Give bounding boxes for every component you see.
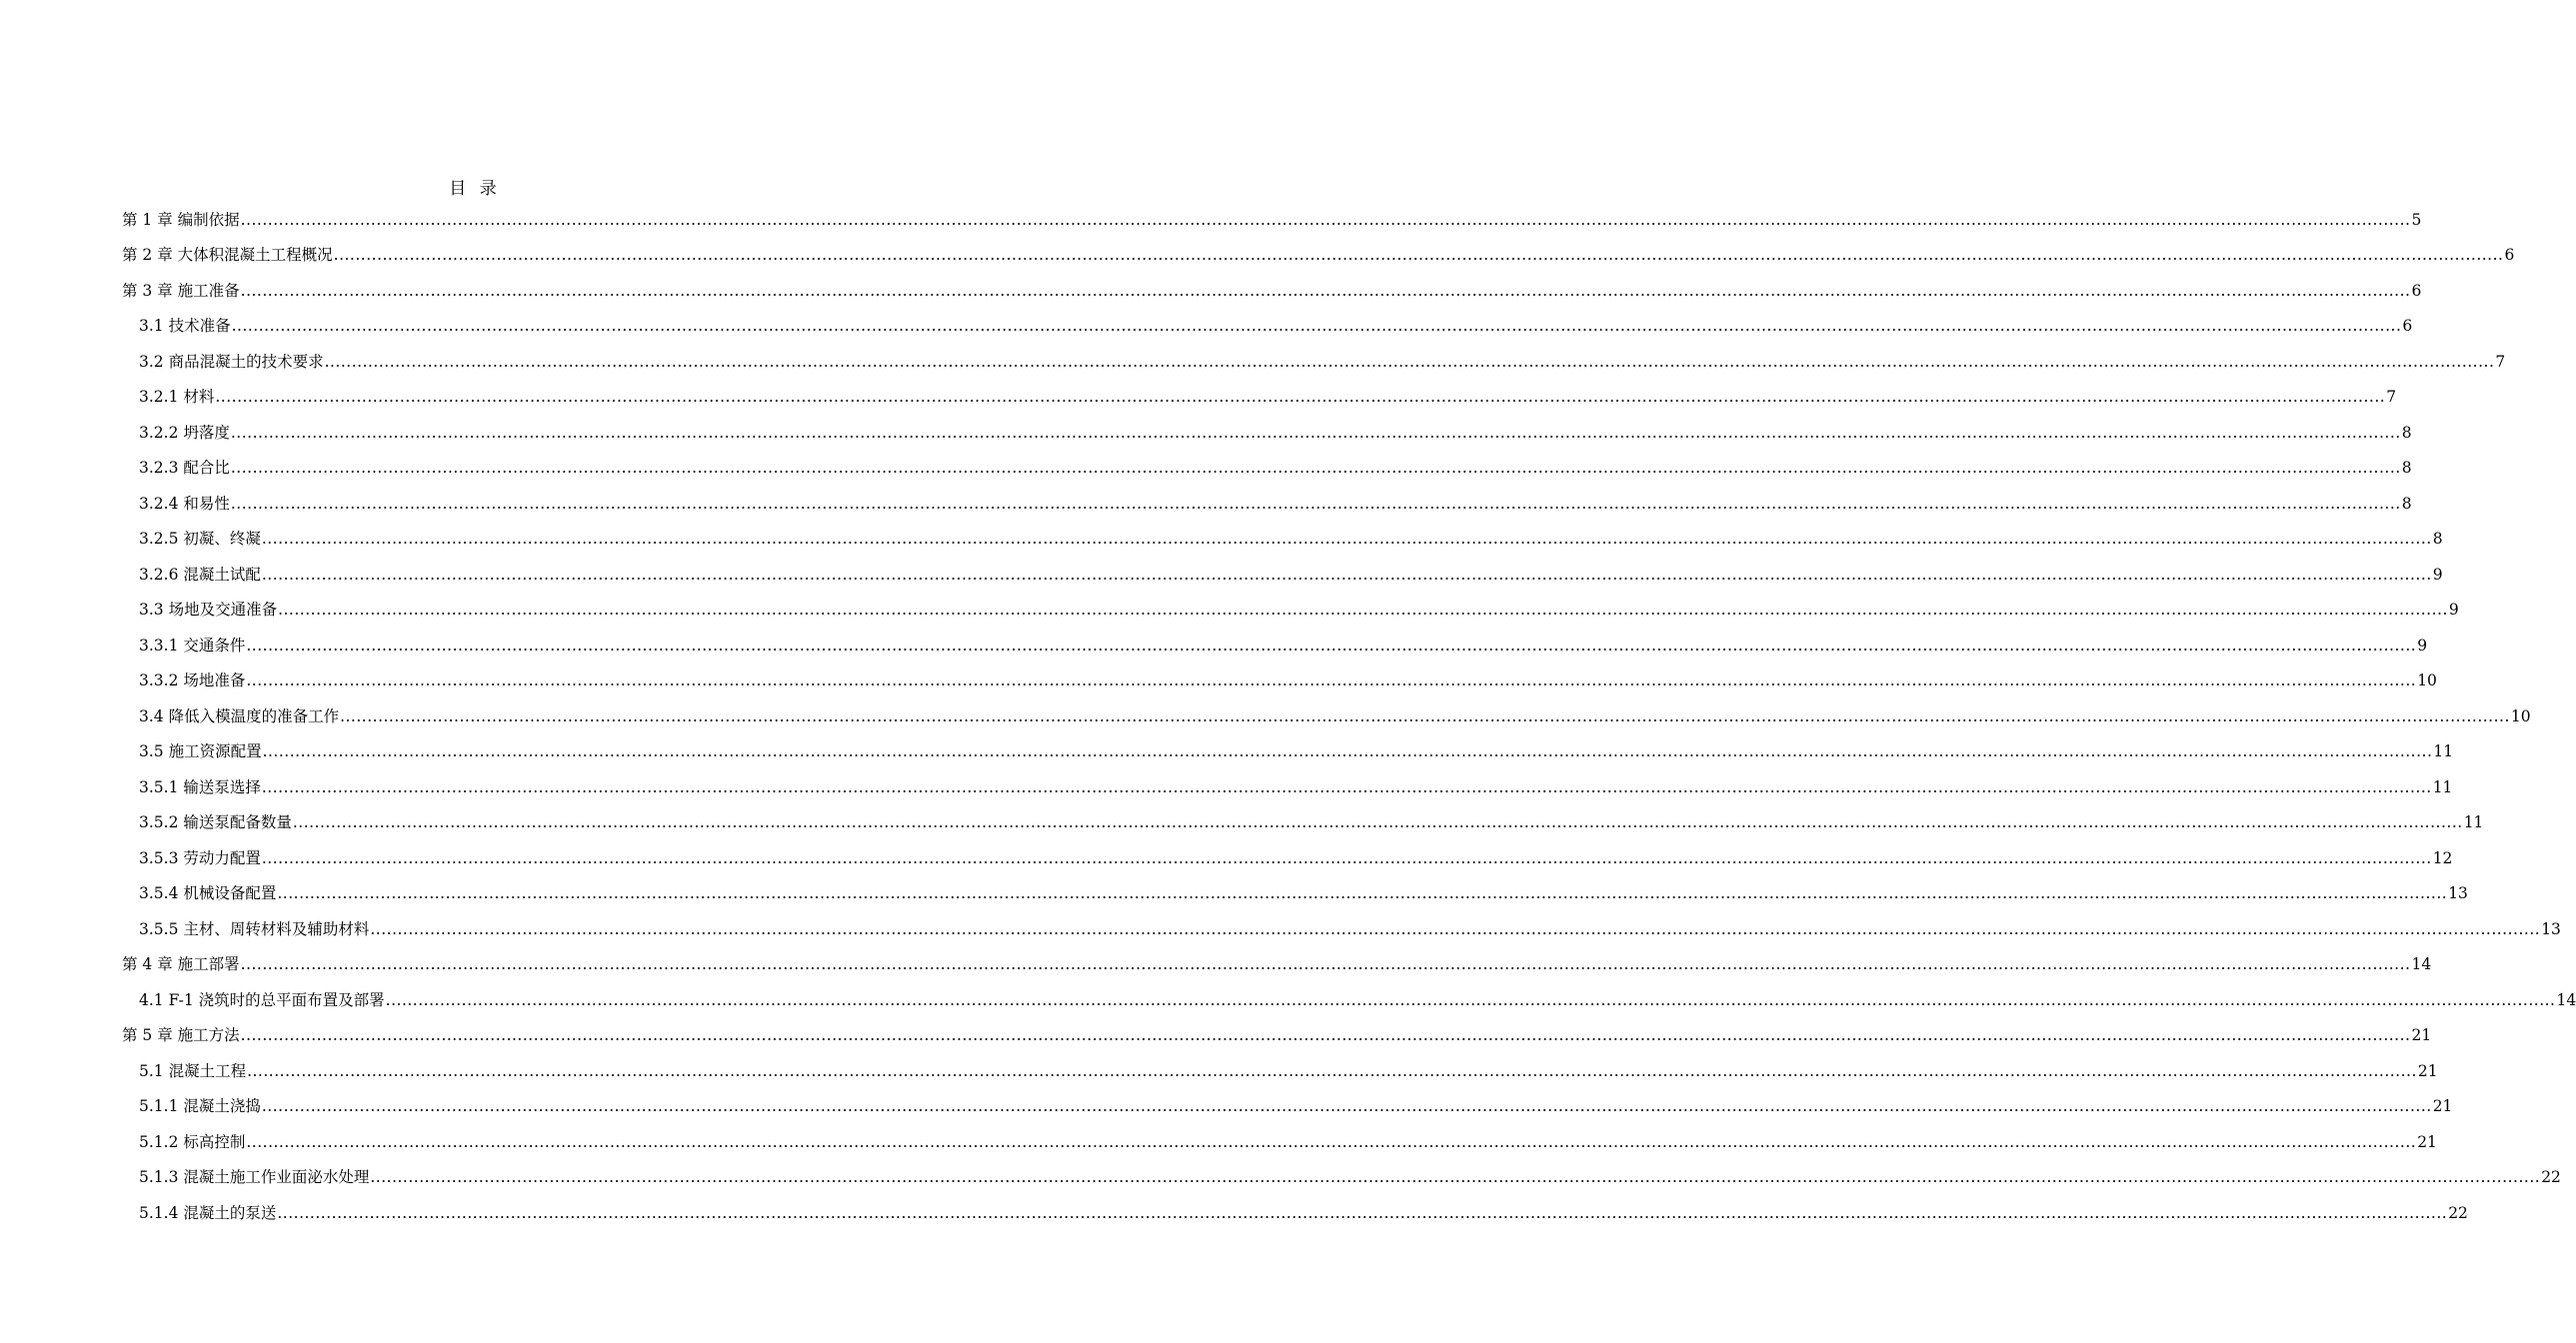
toc-entry[interactable]: [122, 478, 2412, 514]
toc-entry[interactable]: [122, 265, 2422, 301]
toc-page-number: 6: [2411, 281, 2422, 300]
toc-entry-text: 3.5.2 输送泵配备数量: [139, 813, 292, 831]
toc-entry[interactable]: [122, 407, 2412, 443]
toc-page-number: 14: [2411, 955, 2432, 973]
toc-entry-text: 3.5.3 劳动力配置: [139, 848, 261, 867]
dot-leader: ................................................................................................................................................................................................................................................................................................................................................................................................................: [278, 601, 2448, 619]
toc-page-number: 21: [2432, 1097, 2453, 1115]
dot-leader: ................................................................................................................................................................................................................................................................................................................................................................................................................: [246, 672, 2417, 689]
toc-entry[interactable]: [122, 620, 2428, 656]
toc-page-number: 22: [2448, 1203, 2468, 1222]
toc-entry[interactable]: [122, 903, 2561, 939]
toc-entry-text: 第 1 章 编制依据: [122, 210, 240, 229]
toc-page-number: 10: [2510, 706, 2531, 725]
toc-entry[interactable]: [122, 1010, 2432, 1046]
dot-leader: ................................................................................................................................................................................................................................................................................................................................................................................................................: [261, 777, 2432, 796]
dot-leader: ................................................................................................................................................................................................................................................................................................................................................................................................................: [340, 706, 2510, 725]
toc-page-number: 13: [2541, 919, 2561, 938]
toc-page-number: 8: [2401, 494, 2412, 513]
toc-page-number: 14: [2556, 990, 2576, 1009]
toc-entry[interactable]: [122, 1187, 2468, 1223]
dot-leader: ................................................................................................................................................................................................................................................................................................................................................................................................................: [247, 1061, 2417, 1080]
dot-leader: ................................................................................................................................................................................................................................................................................................................................................................................................................: [240, 210, 2411, 229]
toc-entry[interactable]: [122, 549, 2443, 585]
toc-page-number: 10: [2417, 672, 2437, 689]
toc-entry-text: 3.5.4 机械设备配置: [139, 884, 277, 902]
toc-page-number: 9: [2448, 601, 2459, 619]
toc-entry[interactable]: [122, 1081, 2453, 1117]
toc-entry[interactable]: [122, 797, 2484, 833]
toc-entry[interactable]: [122, 656, 2437, 691]
toc-entry[interactable]: [122, 301, 2413, 337]
toc-entry-text: 3.3.2 场地准备: [139, 672, 246, 689]
toc-page-number: 11: [2463, 813, 2484, 831]
toc-entry[interactable]: [122, 690, 2531, 726]
toc-entry[interactable]: [122, 868, 2468, 904]
toc-entry[interactable]: [122, 1152, 2561, 1188]
dot-leader: ................................................................................................................................................................................................................................................................................................................................................................................................................: [230, 423, 2401, 442]
toc-entry[interactable]: [122, 939, 2432, 975]
dot-leader: ................................................................................................................................................................................................................................................................................................................................................................................................................: [370, 1168, 2541, 1186]
toc-entry[interactable]: [122, 443, 2412, 479]
toc-entry[interactable]: [122, 761, 2453, 797]
toc-title: 目 录: [449, 179, 501, 199]
toc-page-number: 7: [2495, 352, 2506, 371]
toc-entry-text: 3.1 技术准备: [139, 317, 231, 335]
toc-entry[interactable]: [122, 585, 2459, 621]
toc-page-number: 8: [2401, 459, 2412, 477]
toc-entry-text: 3.2.6 混凝土试配: [139, 565, 261, 584]
toc-entry[interactable]: [122, 194, 2422, 230]
toc-entry[interactable]: [122, 974, 2576, 1010]
toc-entry-text: 3.3 场地及交通准备: [139, 601, 278, 619]
dot-leader: ................................................................................................................................................................................................................................................................................................................................................................................................................: [246, 1132, 2417, 1151]
toc-page-number: 21: [2411, 1026, 2432, 1044]
toc-entry-text: 3.2.2 坍落度: [139, 423, 230, 442]
toc-page-number: 21: [2417, 1061, 2438, 1080]
toc-page-number: 9: [2417, 636, 2428, 655]
dot-leader: ................................................................................................................................................................................................................................................................................................................................................................................................................: [215, 388, 2386, 406]
dot-leader: ................................................................................................................................................................................................................................................................................................................................................................................................................: [261, 565, 2432, 584]
toc-entry-text: 第 3 章 施工准备: [122, 281, 240, 300]
dot-leader: ................................................................................................................................................................................................................................................................................................................................................................................................................: [324, 352, 2495, 371]
toc-entry-text: 4.1 F-1 浇筑时的总平面布置及部署: [139, 990, 385, 1009]
dot-leader: ................................................................................................................................................................................................................................................................................................................................................................................................................: [230, 494, 2401, 513]
dot-leader: ................................................................................................................................................................................................................................................................................................................................................................................................................: [370, 919, 2541, 938]
dot-leader: ................................................................................................................................................................................................................................................................................................................................................................................................................: [240, 1026, 2411, 1044]
toc-entry[interactable]: [122, 726, 2454, 762]
toc-page-number: 7: [2386, 388, 2397, 406]
toc-entry[interactable]: [122, 230, 2515, 266]
dot-leader: ................................................................................................................................................................................................................................................................................................................................................................................................................: [231, 317, 2402, 335]
dot-leader: ................................................................................................................................................................................................................................................................................................................................................................................................................: [261, 1097, 2432, 1115]
dot-leader: ................................................................................................................................................................................................................................................................................................................................................................................................................: [240, 281, 2411, 300]
toc-entry-text: 3.4 降低入模温度的准备工作: [139, 706, 340, 725]
toc-page-number: 12: [2432, 848, 2453, 867]
toc-list: [122, 194, 2576, 1223]
toc-page-number: 22: [2541, 1168, 2561, 1186]
toc-entry-text: 3.2.5 初凝、终凝: [139, 530, 261, 548]
toc-entry[interactable]: [122, 372, 2397, 408]
toc-entry-text: 3.2.1 材料: [139, 388, 215, 406]
toc-page-number: 6: [2504, 246, 2515, 264]
toc-page-number: 5: [2411, 210, 2422, 229]
dot-leader: ................................................................................................................................................................................................................................................................................................................................................................................................................: [292, 813, 2463, 831]
dot-leader: ................................................................................................................................................................................................................................................................................................................................................................................................................: [277, 884, 2448, 902]
toc-entry-text: 5.1.1 混凝土浇捣: [139, 1097, 261, 1115]
dot-leader: ................................................................................................................................................................................................................................................................................................................................................................................................................: [262, 742, 2433, 760]
toc-entry-text: 5.1.3 混凝土施工作业面泌水处理: [139, 1168, 370, 1186]
toc-entry-text: 3.2.4 和易性: [139, 494, 230, 513]
toc-page-number: 11: [2432, 777, 2453, 796]
dot-leader: ................................................................................................................................................................................................................................................................................................................................................................................................................: [261, 530, 2432, 548]
toc-entry[interactable]: [122, 832, 2453, 868]
toc-entry-text: 5.1 混凝土工程: [139, 1061, 247, 1080]
dot-leader: ................................................................................................................................................................................................................................................................................................................................................................................................................: [261, 848, 2432, 867]
toc-entry[interactable]: [122, 1045, 2438, 1081]
toc-entry-text: 5.1.2 标高控制: [139, 1132, 246, 1151]
toc-page-number: 9: [2432, 565, 2443, 584]
toc-page-number: 21: [2417, 1132, 2437, 1151]
toc-entry[interactable]: [122, 336, 2506, 372]
toc-entry[interactable]: [122, 514, 2443, 550]
toc-entry-text: 3.5.1 输送泵选择: [139, 777, 261, 796]
toc-entry-text: 3.5 施工资源配置: [139, 742, 262, 760]
toc-entry[interactable]: [122, 1116, 2437, 1152]
toc-entry-text: 第 2 章 大体积混凝土工程概况: [122, 246, 333, 264]
dot-leader: ................................................................................................................................................................................................................................................................................................................................................................................................................: [246, 636, 2417, 655]
dot-leader: ................................................................................................................................................................................................................................................................................................................................................................................................................: [230, 459, 2401, 477]
toc-entry-text: 第 5 章 施工方法: [122, 1026, 240, 1044]
toc-entry-text: 3.2 商品混凝土的技术要求: [139, 352, 324, 371]
dot-leader: ................................................................................................................................................................................................................................................................................................................................................................................................................: [385, 990, 2556, 1009]
toc-page-number: 8: [2401, 423, 2412, 442]
dot-leader: ................................................................................................................................................................................................................................................................................................................................................................................................................: [240, 955, 2411, 973]
toc-entry-text: 第 4 章 施工部署: [122, 955, 240, 973]
toc-entry-text: 3.3.1 交通条件: [139, 636, 246, 655]
toc-entry-text: 5.1.4 混凝土的泵送: [139, 1203, 277, 1222]
toc-page-number: 8: [2432, 530, 2443, 548]
dot-leader: ................................................................................................................................................................................................................................................................................................................................................................................................................: [277, 1203, 2448, 1222]
toc-entry-text: 3.2.3 配合比: [139, 459, 230, 477]
dot-leader: ................................................................................................................................................................................................................................................................................................................................................................................................................: [333, 246, 2504, 264]
toc-page-number: 13: [2448, 884, 2468, 902]
toc-entry-text: 3.5.5 主材、周转材料及辅助材料: [139, 919, 370, 938]
toc-page-number: 11: [2433, 742, 2454, 760]
toc-page-number: 6: [2402, 317, 2413, 335]
